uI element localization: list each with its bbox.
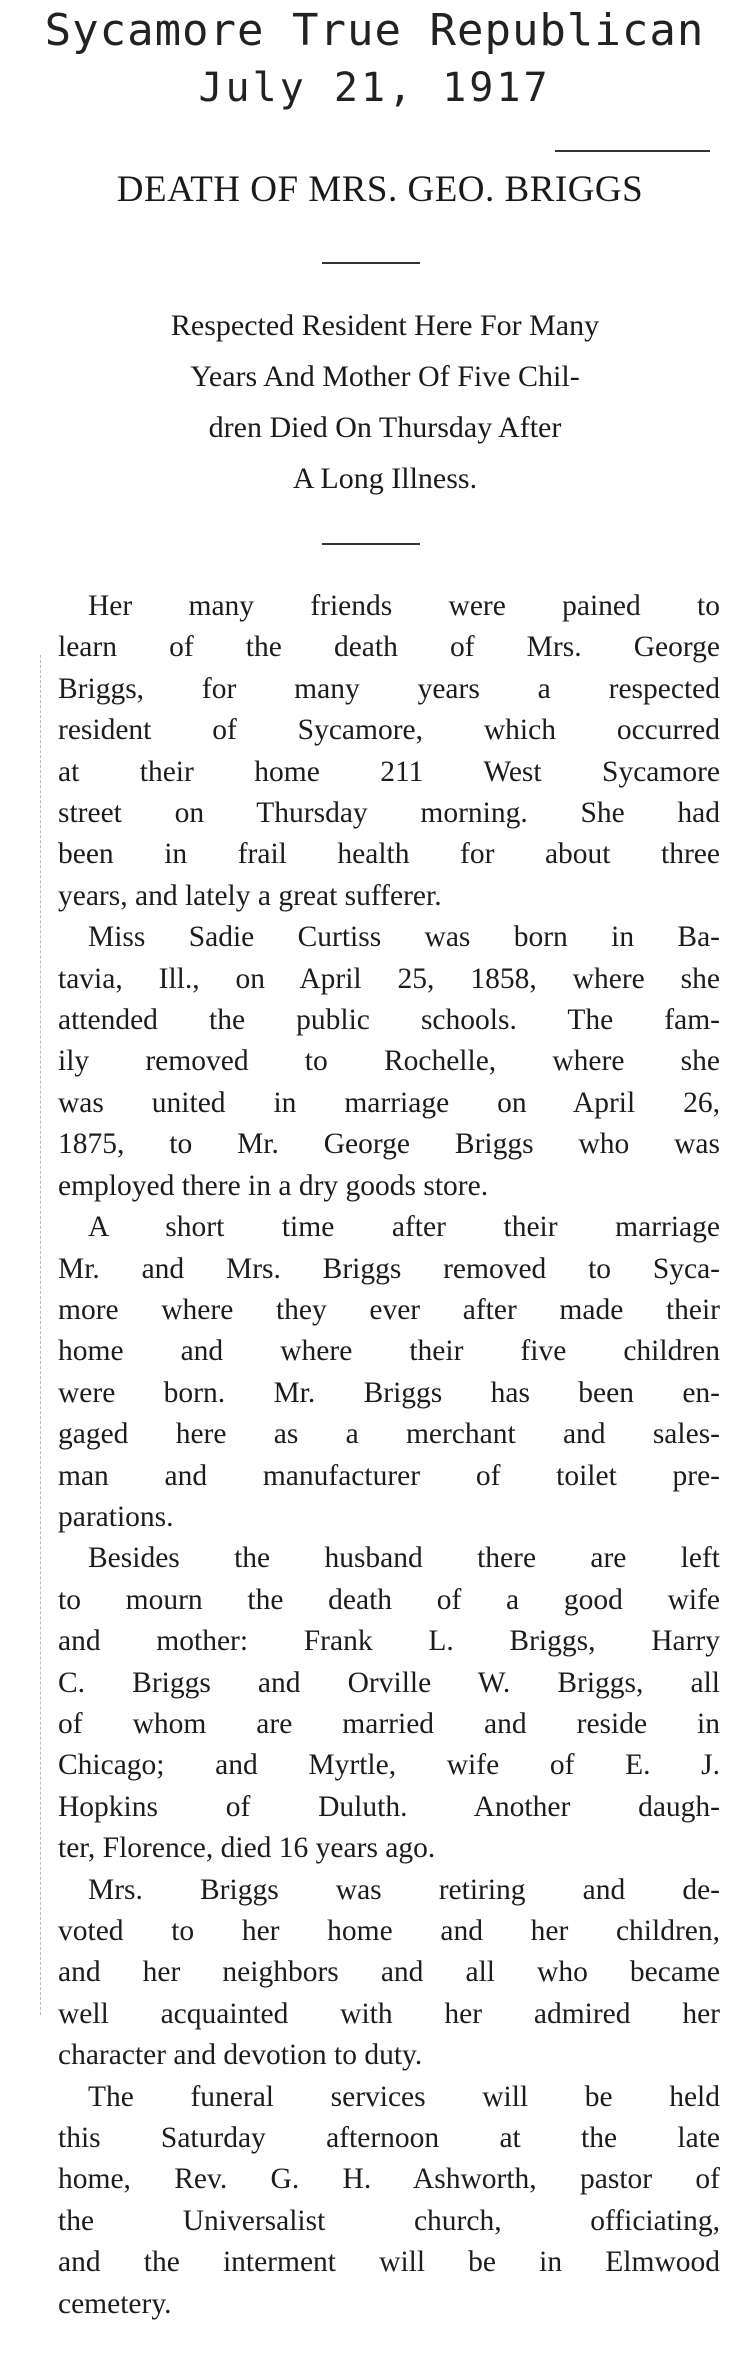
article-line: Mr. and Mrs. Briggs removed to Syca- (58, 1252, 720, 1285)
article-line: employed there in a dry goods store. (58, 1169, 489, 1202)
article-line: of whom are married and reside in (58, 1707, 720, 1740)
article-line: character and devotion to duty. (58, 2039, 423, 2072)
article-line: Miss Sadie Curtiss was born in Ba- (88, 921, 720, 954)
article-paragraph (58, 1538, 720, 1869)
article-line: cemetery. (58, 2287, 172, 2320)
article-line: home and where their five children (58, 1335, 720, 1368)
article-line: 1875, to Mr. George Briggs who was (58, 1128, 720, 1161)
subhead-line: Years And Mother Of Five Chil- (190, 360, 580, 393)
article-line: learn of the death of Mrs. George (58, 631, 720, 664)
article-line: Besides the husband there are left (88, 1542, 720, 1575)
article-line: Her many friends were pained to (88, 590, 720, 622)
article-line: tavia, Ill., on April 25, 1858, where she (58, 962, 720, 995)
article-line: man and manufacturer of toilet pre- (58, 1459, 720, 1492)
article-line: well acquainted with her admired her (58, 1997, 720, 2030)
subhead-line: dren Died On Thursday After (208, 411, 562, 444)
subhead-divider (322, 543, 420, 545)
article-paragraph (58, 586, 720, 917)
article-subhead (40, 300, 730, 504)
article-line: C. Briggs and Orville W. Briggs, all (58, 1666, 720, 1699)
column-margin-mark (40, 655, 41, 2015)
subhead-line: A Long Illness. (292, 462, 478, 495)
article-line: the Universalist church, officiating, (58, 2204, 720, 2237)
article-line: Hopkins of Duluth. Another daugh- (58, 1790, 720, 1823)
article-line: attended the public schools. The fam- (58, 1004, 720, 1037)
article-line: The funeral services will be held (88, 2080, 720, 2113)
article-line: ily removed to Rochelle, where she (58, 1045, 720, 1078)
article-headline: DEATH OF MRS. GEO. BRIGGS (116, 169, 644, 210)
headline-divider (322, 262, 420, 264)
article-paragraph (58, 2077, 720, 2325)
article-line: to mourn the death of a good wife (58, 1583, 720, 1616)
article-line: A short time after their marriage (88, 1211, 720, 1244)
article-line: and her neighbors and all who became (58, 1956, 720, 1989)
article-line: at their home 211 West Sycamore (58, 755, 720, 788)
article-line: and mother: Frank L. Briggs, Harry (58, 1625, 720, 1658)
newspaper-name: Sycamore True Republican (44, 5, 705, 56)
subhead-line: Respected Resident Here For Many (170, 309, 600, 342)
publication-date: July 21, 1917 (198, 65, 551, 111)
article-line: Mrs. Briggs was retiring and de- (88, 1873, 720, 1906)
article-paragraph (58, 917, 720, 1207)
article-line: were born. Mr. Briggs has been en- (58, 1376, 720, 1409)
article-line: parations. (58, 1500, 174, 1533)
article-line: this Saturday afternoon at the late (58, 2122, 720, 2155)
article-line: been in frail health for about three (58, 838, 720, 871)
article-line: Chicago; and Myrtle, wife of E. J. (58, 1749, 720, 1782)
article-line: ter, Florence, died 16 years ago. (58, 1832, 436, 1865)
article-line: voted to her home and her children, (58, 1915, 720, 1947)
article-line: home, Rev. G. H. Ashworth, pastor of (58, 2163, 720, 2196)
article-paragraph (58, 1870, 720, 2077)
article-line: more where they ever after made their (58, 1293, 720, 1326)
article-paragraph (58, 1207, 720, 1538)
article-line: resident of Sycamore, which occurred (58, 714, 720, 747)
article-line: and the interment will be in Elmwood (58, 2246, 720, 2279)
article-body (58, 586, 720, 2325)
article-line: street on Thursday morning. She had (58, 797, 720, 830)
top-divider (555, 150, 710, 152)
article-line: was united in marriage on April 26, (58, 1086, 720, 1119)
article-line: gaged here as a merchant and sales- (58, 1418, 720, 1451)
article-line: years, and lately a great sufferer. (58, 879, 442, 912)
article-line: Briggs, for many years a respected (58, 672, 720, 705)
